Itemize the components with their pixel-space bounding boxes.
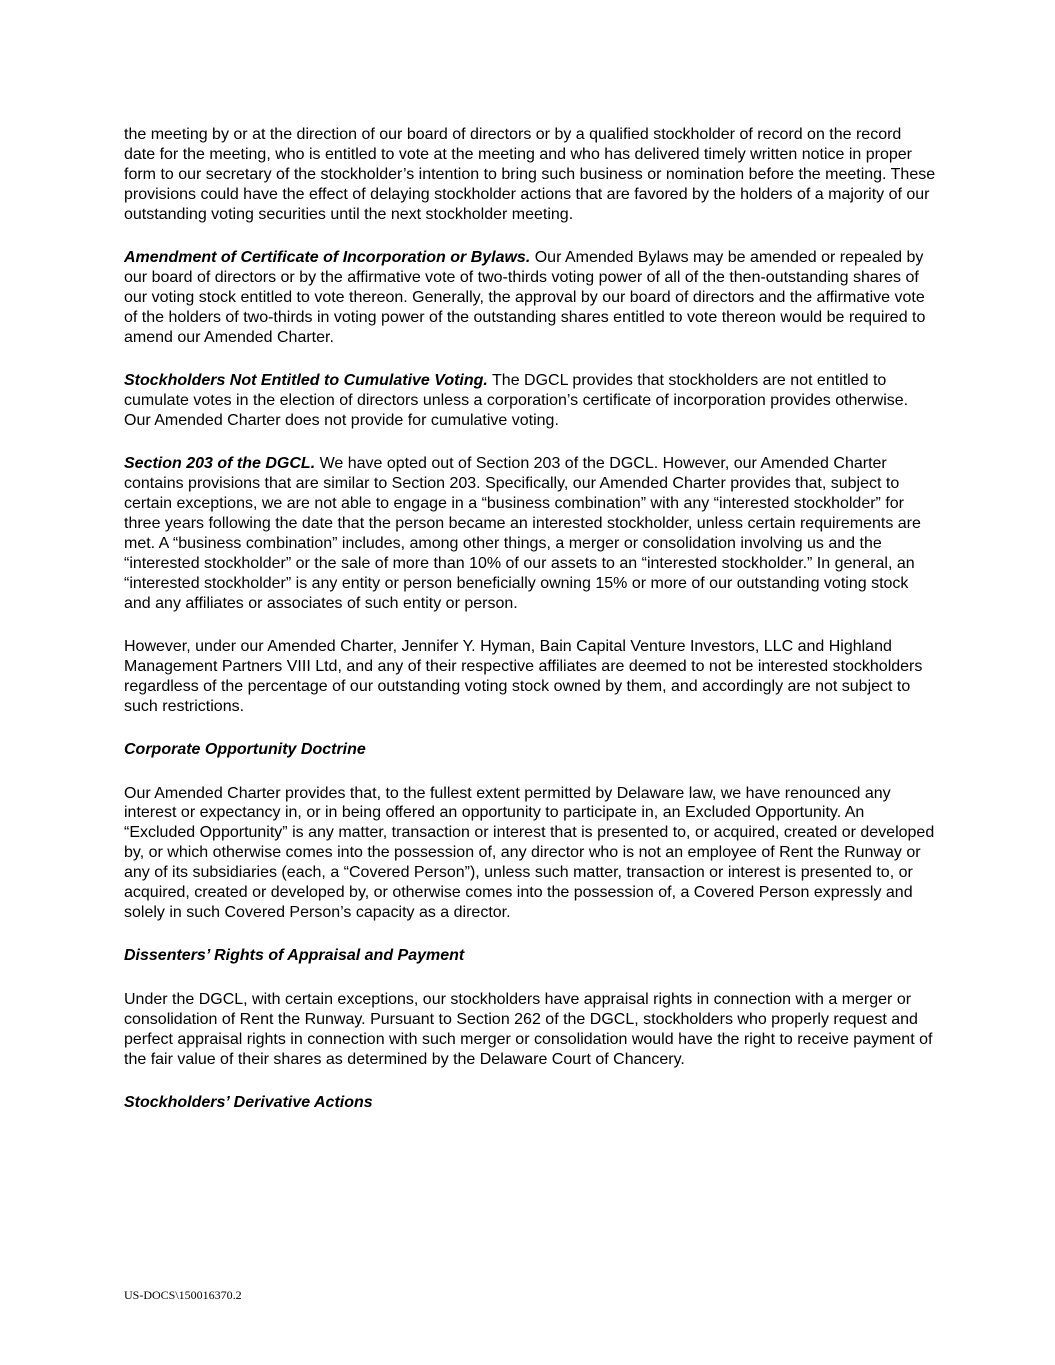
heading-corporate-opportunity: Corporate Opportunity Doctrine [124, 741, 366, 759]
paragraph-exemptions: However, under our Amended Charter, Jennifer Y. Hyman, Bain Capital Venture Investors, LLC and Highland Management Partners VIII Ltd, and any of their respective affiliates are deemed to not be interested stockholders regardless of the percentage of our outstanding voting stock owned by them, and accordingly are not subject to such restrictions. [124, 638, 923, 715]
footer-doc-id: US-DOCS\150016370.2 [124, 1288, 242, 1302]
heading-derivative-actions: Stockholders’ Derivative Actions [124, 1093, 373, 1111]
paragraph-corporate-opportunity: Our Amended Charter provides that, to the fullest extent permitted by Delaware law, we have renounced any interest or expectancy in, or in being offered an opportunity to participate in, an Excluded Opportunity. An “Excluded Opportunity” is any matter, transaction or interest that is presented to, or acquired, created or developed by, or which otherwise comes into the possession of, any director who is not an employee of Rent the Runway or any of its subsidiaries (each, a “Covered Person”), unless such matter, transaction or interest is presented to, or acquired, created or developed by, or otherwise comes into the possession of, a Covered Person expressly and solely in such Covered Person’s capacity as a director. [124, 784, 935, 921]
text-amendment: Our Amended Bylaws may be amended or repealed by our board of directors or by the affirmative vote of two-thirds voting power of all of the then-outstanding shares of our voting stock entitled to vote thereon. Generally, the approval by our board of directors and the affirmative vote of the holders of two-thirds in voting power of the outstanding shares entitled to vote thereon would be required to amend our Amended Charter. [124, 249, 926, 346]
lead-amendment: Amendment of Certificate of Incorporation or Bylaws. [124, 249, 531, 267]
paragraph-amendment [124, 248, 936, 348]
document-body [124, 125, 936, 1136]
text-section-203: We have opted out of Section 203 of the DGCL. However, our Amended Charter contains provisions that are similar to Section 203. Specifically, our Amended Charter provides that, subject to certain exceptions, we are not able to engage in a “business combination” with any “interested stockholder” for three years following the date that the person became an interested stockholder, unless certain requirements are met. A “business combination” includes, among other things, a merger or consolidation involving us and the “interested stockholder” or the sale of more than 10% of our assets to an “interested stockholder.” In general, an “interested stockholder” is any entity or person beneficially owning 15% or more of our outstanding voting stock and any affiliates or associates of such entity or person. [124, 455, 921, 612]
paragraph-meeting-provisions: the meeting by or at the direction of our board of directors or by a qualified stockholder of record on the record date for the meeting, who is entitled to vote at the meeting and who has delivered timely written notice in proper form to our secretary of the stockholder’s intention to bring such business or nomination before the meeting. These provisions could have the effect of delaying stockholder actions that are favored by the holders of a majority of our outstanding voting securities until the next stockholder meeting. [124, 126, 936, 223]
text-cumulative-voting: The DGCL provides that stockholders are not entitled to cumulate votes in the election of directors unless a corporation’s certificate of incorporation provides otherwise. Our Amended Charter does not provide for cumulative voting. [124, 372, 909, 429]
lead-cumulative-voting: Stockholders Not Entitled to Cumulative Voting. [124, 372, 488, 390]
lead-section-203: Section 203 of the DGCL. [124, 455, 316, 473]
paragraph-section-203 [124, 454, 936, 613]
heading-dissenters-rights: Dissenters’ Rights of Appraisal and Payment [124, 947, 465, 965]
paragraph-cumulative-voting [124, 371, 936, 431]
paragraph-dissenters-rights: Under the DGCL, with certain exceptions, our stockholders have appraisal rights in connection with a merger or consolidation of Rent the Runway. Pursuant to Section 262 of the DGCL, stockholders who properly request and perfect appraisal rights in connection with such merger or consolidation would have the right to receive payment of the fair value of their shares as determined by the Delaware Court of Chancery. [124, 990, 933, 1068]
